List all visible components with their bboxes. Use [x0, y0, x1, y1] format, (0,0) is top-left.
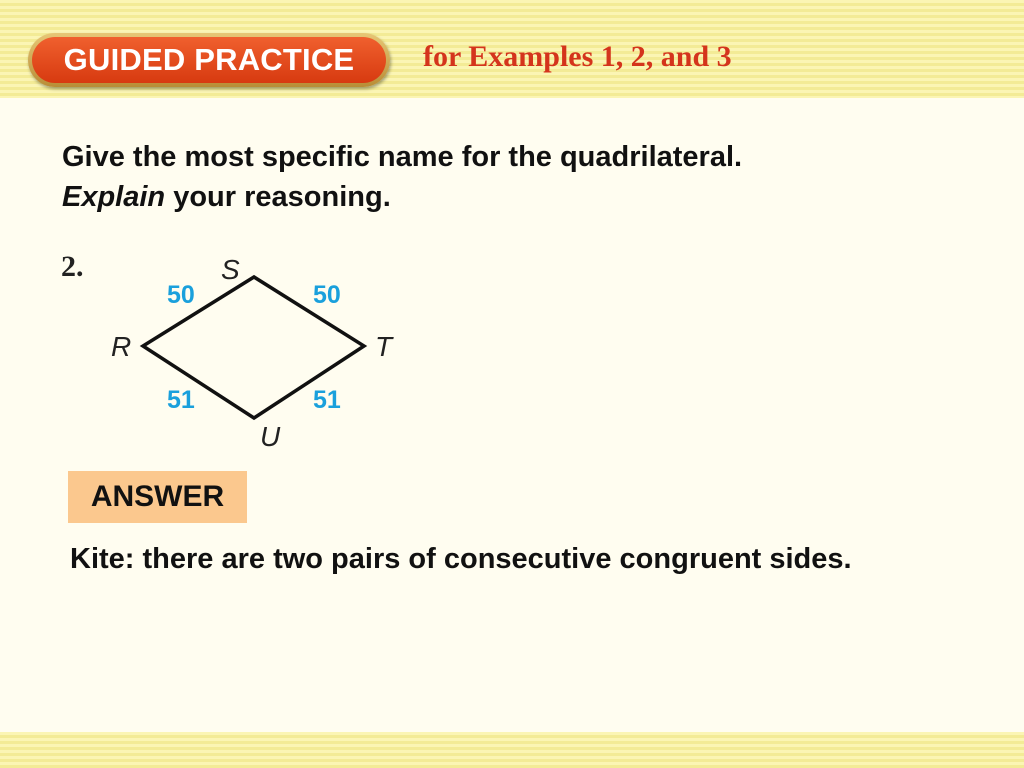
- examples-subtitle: for Examples 1, 2, and 3: [423, 40, 732, 73]
- side-length-ru: 51: [167, 386, 195, 414]
- vertex-label-s: S: [221, 254, 240, 285]
- answer-text: Kite: there are two pairs of consecutive congruent sides.: [70, 543, 852, 575]
- vertex-label-t: T: [375, 331, 393, 362]
- vertex-label-r: R: [111, 331, 132, 362]
- side-length-ut: 51: [313, 386, 341, 414]
- explain-emphasis: Explain: [62, 181, 166, 213]
- side-length-st: 50: [313, 281, 341, 309]
- question-line-2-rest: your reasoning.: [165, 181, 391, 213]
- answer-label-box: [68, 471, 247, 523]
- vertex-label-u: U: [260, 421, 281, 452]
- answer-label: ANSWER: [90, 480, 225, 513]
- problem-number: 2.: [61, 250, 84, 283]
- side-length-rs: 50: [167, 281, 195, 309]
- question-line-1: Give the most specific name for the quadrilateral.: [62, 141, 743, 173]
- badge-label: GUIDED PRACTICE: [32, 37, 386, 83]
